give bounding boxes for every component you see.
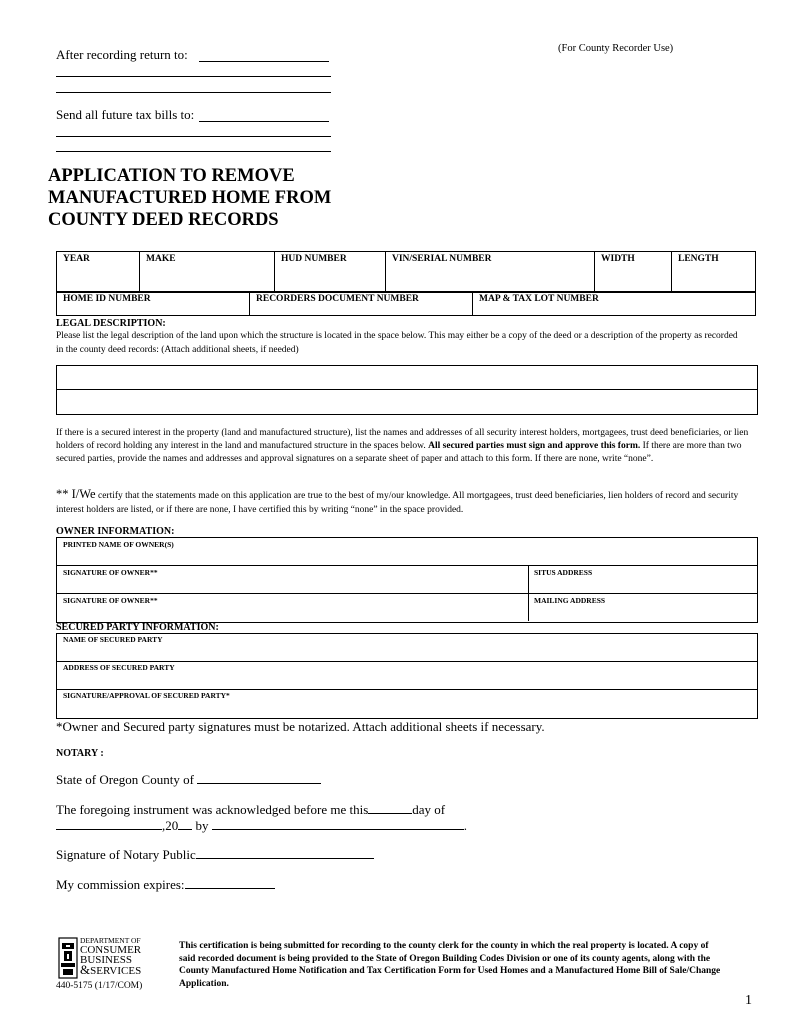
month-blank[interactable]: [56, 818, 162, 830]
dcbs-logo: [58, 937, 152, 981]
building-emblem-icon: [58, 937, 78, 979]
mailing-address-field[interactable]: MAILING ADDRESS: [534, 596, 606, 605]
secured-party-box: [56, 633, 758, 719]
dept-name: DEPARTMENT OF CONSUMER BUSINESS &SERVICES: [80, 936, 142, 977]
secured-divider-1: [56, 661, 757, 662]
footer-note: This certification is being submitted for recording to the county clerk for the county in which the real property is located. A copy of said recorded document is being provided to the State of Oregon Building Codes Division or one of its county agents, along with the County Manufactured Home Notification and Tax Certification Form for Used Homes and a Manufactured Home Bill of Sale/Change Application.: [179, 941, 721, 989]
secured-party-name-field[interactable]: NAME OF SECURED PARTY: [63, 635, 163, 644]
length-field[interactable]: LENGTH: [672, 252, 756, 293]
home-info-table: [56, 251, 756, 293]
year-blank[interactable]: [178, 818, 192, 830]
notary-ack-line: The foregoing instrument was acknowledged before me this day of: [56, 802, 446, 817]
return-to-line-3[interactable]: [56, 92, 331, 93]
county-blank[interactable]: [197, 772, 321, 784]
owner-divider-1: [56, 565, 757, 566]
owner-heading: OWNER INFORMATION:: [56, 526, 175, 537]
printed-name-field[interactable]: PRINTED NAME OF OWNER(S): [63, 540, 174, 549]
legal-instructions: Please list the legal description of the land upon which the structure is located in the space below. This may either be a copy of the deed or a description of the property as recorded in the county deed records: (Attach additional sheets, if needed): [56, 331, 738, 355]
notary-signature-line: Signature of Notary Public: [56, 847, 374, 863]
by-blank[interactable]: [212, 818, 464, 830]
owner-signature-1[interactable]: SIGNATURE OF OWNER**: [63, 568, 158, 577]
year-field[interactable]: YEAR: [57, 252, 140, 293]
secured-divider-2: [56, 689, 757, 690]
tax-bills-line-3[interactable]: [56, 151, 331, 152]
legal-divider: [56, 389, 757, 390]
owner-info-box: [56, 537, 758, 623]
certify-text: ** I/We certify that the statements made on this application are true to the best of my/our knowledge. All mortgagees, trust deed beneficiaries, lien holders of record and security interest holders are listed, or if there are none, I have certified this by writing “none” in the space provided.: [56, 487, 739, 515]
form-number: 440-5175 (1/17/COM): [56, 981, 143, 991]
vin-serial-field[interactable]: VIN/SERIAL NUMBER: [386, 252, 595, 293]
secured-party-address-field[interactable]: ADDRESS OF SECURED PARTY: [63, 663, 175, 672]
commission-blank[interactable]: [185, 877, 275, 889]
home-id-field[interactable]: HOME ID NUMBER: [57, 292, 250, 316]
secured-party-heading: SECURED PARTY INFORMATION:: [56, 622, 219, 633]
map-tax-lot-field[interactable]: MAP & TAX LOT NUMBER: [473, 292, 756, 316]
tax-bills-label: Send all future tax bills to:: [56, 107, 195, 122]
situs-address-field[interactable]: SITUS ADDRESS: [534, 568, 593, 577]
return-to-line[interactable]: [199, 61, 329, 62]
secured-interest-text: If there is a secured interest in the property (land and manufactured structure), list the names and addresses of all security interest holders, mortgagees, trust deed beneficiaries, or lien holders of record holding any interest in the land and manufactured structure in the spaces below. All secured parties must sign and approve this form. If there are more than two secured parties, provide the names and addresses and approval signatures on a separate sheet of paper and attach to this form. If there are none, write “none”.: [56, 428, 749, 464]
owner-divider-2: [56, 593, 757, 594]
tax-bills-line[interactable]: [199, 121, 329, 122]
commission-line: My commission expires:: [56, 877, 275, 893]
recorders-doc-field[interactable]: RECORDERS DOCUMENT NUMBER: [250, 292, 473, 316]
tax-bills-line-2[interactable]: [56, 136, 331, 137]
page-title: APPLICATION TO REMOVE MANUFACTURED HOME FROM COUNTY DEED RECORDS: [48, 166, 332, 230]
home-info-table-row2: [56, 291, 756, 316]
notary-heading: NOTARY :: [56, 748, 104, 759]
notary-year-line: ,20 by .: [56, 818, 467, 834]
recorder-use-label: (For County Recorder Use): [558, 43, 674, 54]
page-number: 1: [745, 993, 752, 1008]
legal-heading: LEGAL DESCRIPTION:: [56, 318, 166, 329]
day-blank[interactable]: [368, 802, 412, 814]
legal-description-box[interactable]: [56, 365, 758, 415]
notary-state-line: State of Oregon County of: [56, 772, 321, 788]
secured-party-signature-field[interactable]: SIGNATURE/APPROVAL OF SECURED PARTY*: [63, 691, 230, 700]
hud-number-field[interactable]: HUD NUMBER: [275, 252, 386, 293]
width-field[interactable]: WIDTH: [595, 252, 672, 293]
notarized-note: *Owner and Secured party signatures must be notarized. Attach additional sheets if necessary.: [56, 719, 545, 734]
make-field[interactable]: MAKE: [140, 252, 275, 293]
notary-signature-blank[interactable]: [196, 847, 374, 859]
return-to-label: After recording return to:: [56, 47, 188, 62]
return-to-line-2[interactable]: [56, 76, 331, 77]
owner-vertical-divider: [528, 565, 529, 621]
owner-signature-2[interactable]: SIGNATURE OF OWNER**: [63, 596, 158, 605]
